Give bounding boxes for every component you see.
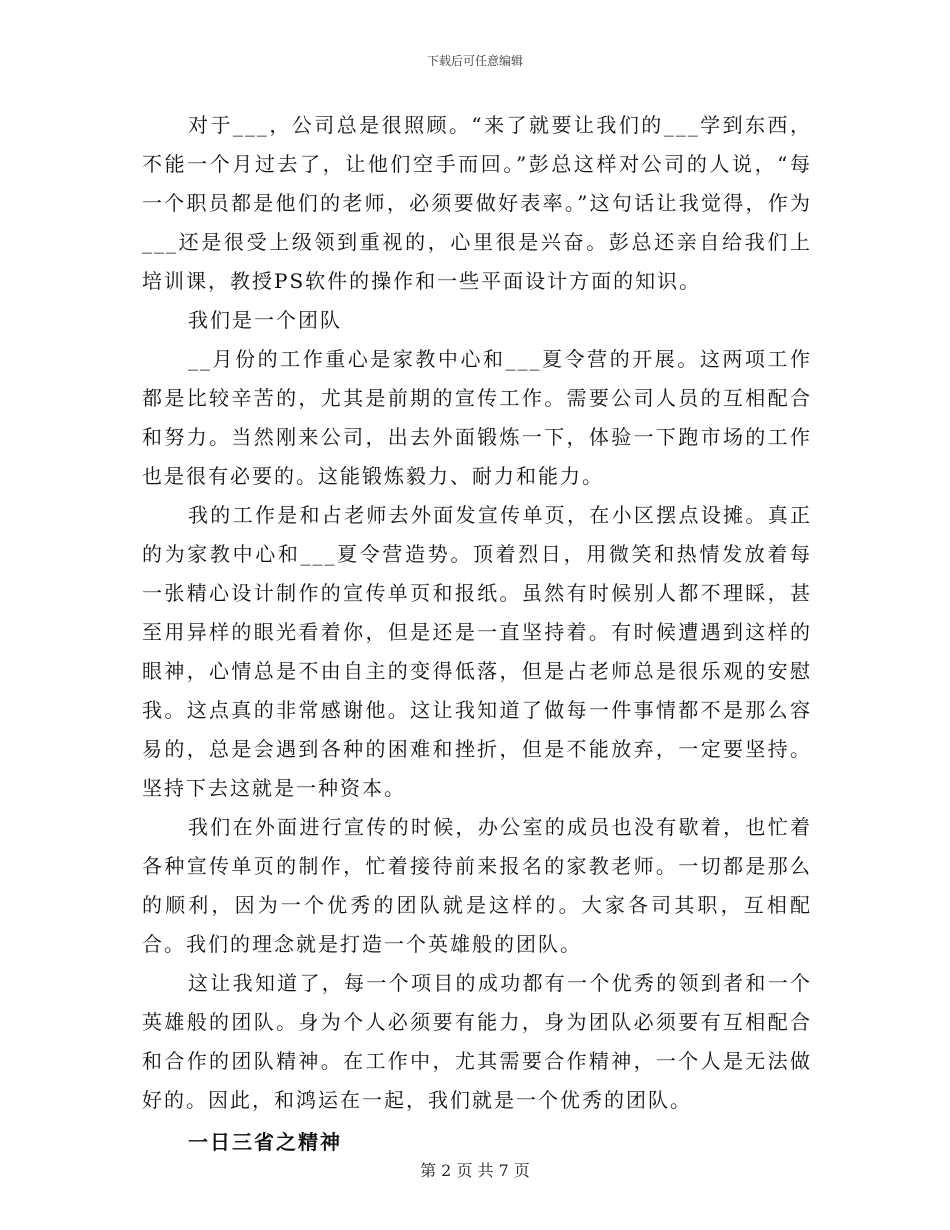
document-body <box>142 106 812 1162</box>
paragraph-work-focus: __月份的工作重心是家教中心和___夏令营的开展。这两项工作都是比较辛苦的，尤其是前期的宣传工作。需要公司人员的互相配合和努力。当然刚来公司，出去外面锻炼一下，体验一下跑市场的工作也是很有必要的。这能锻炼毅力、耐力和能力。 <box>142 347 812 488</box>
paragraph-team-success: 这让我知道了，每一个项目的成功都有一个优秀的领到者和一个英雄般的团队。身为个人必须要有能力，身为团队必须要有互相配合和合作的团队精神。在工作中，尤其需要合作精神，一个人是无法做好的。因此，和鸿运在一起，我们就是一个优秀的团队。 <box>142 971 812 1112</box>
paragraph-office-team: 我们在外面进行宣传的时候，办公室的成员也没有歇着，也忙着各种宣传单页的制作，忙着接待前来报名的家教老师。一切都是那么的顺利，因为一个优秀的团队就是这样的。大家各司其职，互相配合。我们的理念就是打造一个英雄般的团队。 <box>142 815 812 956</box>
section-heading-team: 我们是一个团队 <box>188 308 342 332</box>
paragraph-my-work: 我的工作是和占老师去外面发宣传单页，在小区摆点设摊。真正的为家教中心和___夏令营造势。顶着烈日，用微笑和热情发放着每一张精心设计制作的宣传单页和报纸。虽然有时候别人都不理睬，甚至用异样的眼光看着你，但是还是一直坚持着。有时候遭遇到这样的眼神，心情总是不由自主的变得低落，但是占老师总是很乐观的安慰我。这点真的非常感谢他。这让我知道了做每一件事情都不是那么容易的，总是会遇到各种的困难和挫折，但是不能放弃，一定要坚持。坚持下去这就是一种资本。 <box>142 503 812 800</box>
section-heading-reflection: 一日三省之精神 <box>188 1130 342 1154</box>
page-header: 下载后可任意编辑 <box>426 54 523 68</box>
page-footer: 第 2 页 共 7 页 <box>420 1161 530 1180</box>
paragraph-company-care: 对于___，公司总是很照顾。“来了就要让我们的___学到东西，不能一个月过去了，让他们空手而回。”彭总这样对公司的人说，“每一个职员都是他们的老师，必须要做好表率。”这句话让我觉得，作为___还是很受上级领到重视的，心里很是兴奋。彭总还亲自给我们上培训课，教授PS软件的操作和一些平面设计方面的知识。 <box>142 113 812 293</box>
